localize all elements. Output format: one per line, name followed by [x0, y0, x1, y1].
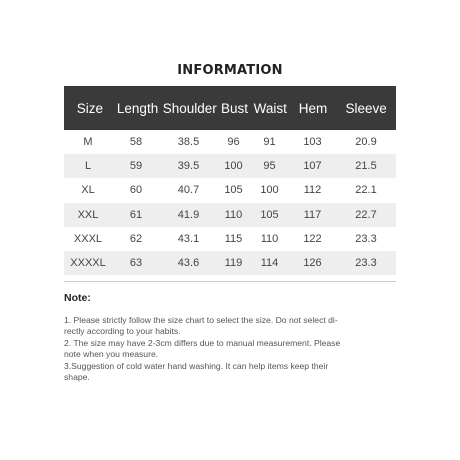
table-cell: 23.3: [355, 232, 377, 245]
table-cell: 100: [224, 160, 243, 173]
table-cell: 43.6: [177, 257, 200, 270]
table-cell: 60: [129, 184, 143, 197]
table-header-row: [64, 86, 396, 130]
table-cell: M: [83, 136, 93, 149]
table-cell: L: [84, 160, 92, 173]
table-cell: 110: [260, 232, 279, 245]
note-body: [64, 315, 396, 383]
table-cell: 117: [303, 208, 322, 221]
table-row: [64, 130, 396, 154]
table-cell: 40.7: [177, 184, 200, 197]
note-line: rectly according to your habits.: [64, 326, 181, 337]
note-line: note when you measure.: [64, 349, 159, 360]
table-cell: 103: [303, 136, 322, 149]
table-cell: 112: [303, 184, 322, 197]
header-shoulder: Shoulder: [162, 100, 217, 116]
table-cell: 105: [260, 208, 279, 221]
size-chart-table: [64, 86, 396, 275]
table-cell: 115: [224, 232, 243, 245]
table-cell: 59: [129, 160, 143, 173]
header-sleeve: Sleeve: [345, 100, 387, 116]
table-row: [64, 154, 396, 178]
table-cell: 39.5: [177, 160, 200, 173]
table-cell: 22.7: [355, 208, 377, 221]
table-cell: 126: [303, 257, 322, 270]
table-row: [64, 227, 396, 251]
note-line: shape.: [64, 372, 90, 383]
table-cell: 95: [263, 160, 276, 173]
table-row: [64, 251, 396, 275]
table-cell: 38.5: [177, 136, 200, 149]
header-bust: Bust: [220, 100, 248, 116]
table-cell: 41.9: [177, 208, 200, 221]
note-heading: Note:: [64, 292, 91, 304]
table-cell: 21.5: [355, 160, 377, 173]
table-cell: XL: [81, 184, 95, 197]
table-cell: 105: [224, 184, 243, 197]
note-line: 1. Please strictly follow the size chart to select the size. Do not select di-: [64, 315, 338, 325]
table-cell: XXXXL: [70, 257, 106, 270]
table-cell: 58: [129, 136, 143, 149]
table-cell: 43.1: [177, 232, 200, 245]
table-cell: 61: [129, 208, 143, 221]
header-size: Size: [76, 100, 103, 116]
table-cell: 107: [303, 160, 322, 173]
table-cell: 100: [260, 184, 279, 197]
table-cell: XXL: [77, 208, 99, 221]
table-cell: 91: [263, 136, 276, 149]
divider: [64, 281, 396, 282]
table-cell: 22.1: [355, 184, 377, 197]
header-hem: Hem: [298, 100, 328, 116]
table-cell: 23.3: [355, 257, 377, 270]
table-cell: 119: [224, 257, 243, 270]
table-cell: 62: [129, 232, 143, 245]
table-cell: 96: [227, 136, 240, 149]
table-row: [64, 203, 396, 227]
table-cell: 110: [224, 208, 243, 221]
page-title: INFORMATION: [177, 63, 283, 78]
table-cell: XXXL: [73, 232, 103, 245]
header-waist: Waist: [253, 100, 287, 116]
table-cell: 114: [260, 257, 279, 270]
header-length: Length: [116, 100, 159, 116]
note-line: 2. The size may have 2-3cm differs due to manual measurement. Please: [64, 337, 341, 348]
table-cell: 122: [303, 232, 322, 245]
table-row: [64, 178, 396, 202]
note-line: 3.Suggestion of cold water hand washing. It can help items keep their: [64, 360, 329, 371]
table-cell: 63: [129, 257, 143, 270]
table-cell: 20.9: [355, 136, 377, 149]
